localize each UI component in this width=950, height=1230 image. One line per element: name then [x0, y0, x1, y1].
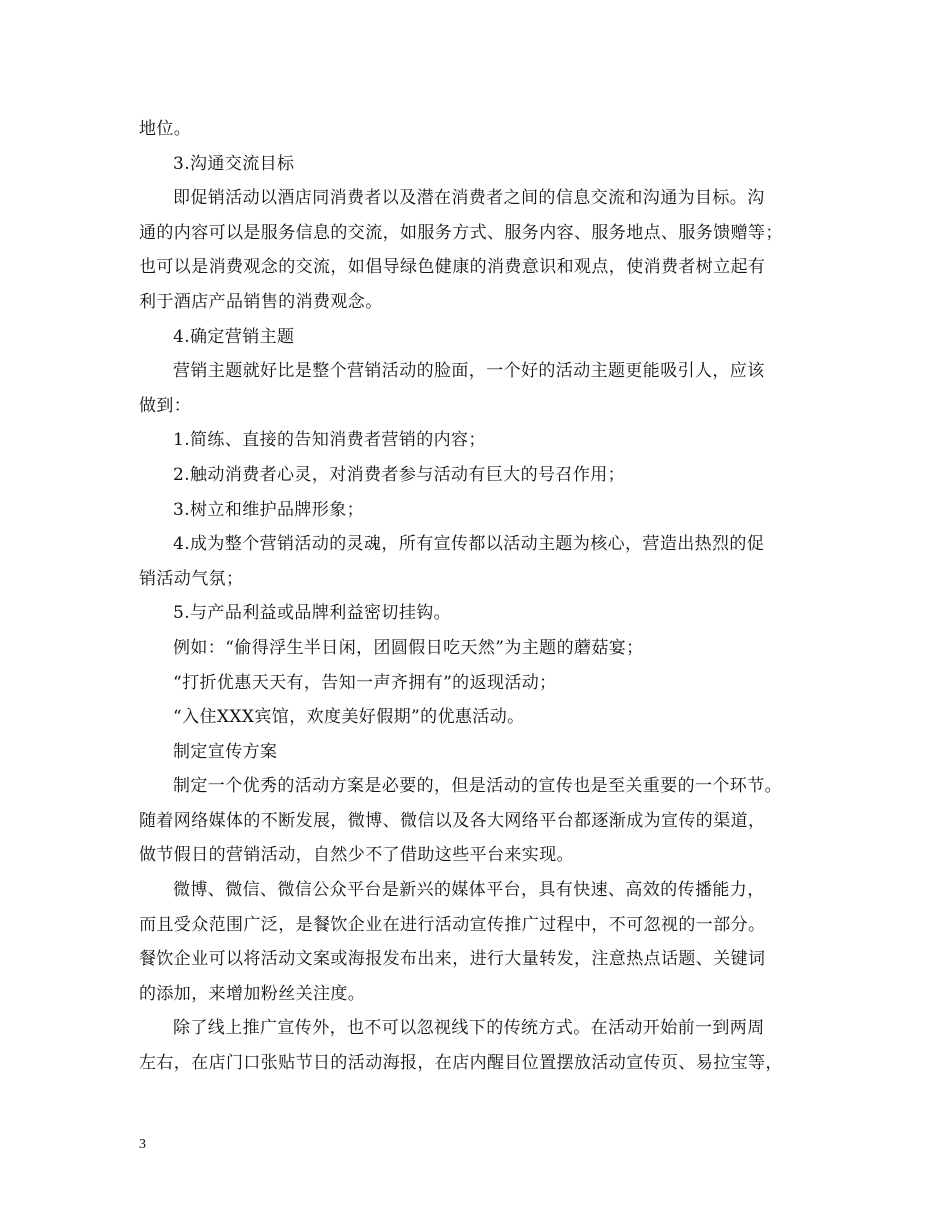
- text-line: 销活动气氛；: [139, 568, 244, 589]
- text-line: 3.树立和维护品牌形象；: [173, 499, 365, 520]
- text-line: 也可以是消费观念的交流，如倡导绿色健康的消费意识和观点，使消费者树立起有: [139, 257, 766, 278]
- text-line: 的添加，来增加粉丝关注度。: [139, 983, 366, 1004]
- page-number: 3: [139, 1137, 146, 1152]
- text-line: 4.成为整个营销活动的灵魂，所有宣传都以活动主题为核心，营造出热烈的促: [173, 534, 765, 555]
- text-line: 餐饮企业可以将活动文案或海报发布出来，进行大量转发，注意热点话题、关键词: [139, 949, 766, 970]
- text-line: 例如：“偷得浮生半日闲，团圆假日吃天然”为主题的蘑菇宴；: [173, 637, 644, 658]
- text-line: 5.与产品利益或品牌利益密切挂钩。: [173, 603, 452, 624]
- text-line: 微博、微信、微信公众平台是新兴的媒体平台，具有快速、高效的传播能力，: [173, 880, 765, 901]
- text-line: “打折优惠天天有，告知一声齐拥有”的返现活动；: [173, 672, 557, 693]
- text-line: 做到：: [139, 395, 192, 416]
- text-line: 制定宣传方案: [173, 741, 278, 762]
- text-line: “入住XXX宾馆，欢度美好假期”的优惠活动。: [173, 707, 525, 728]
- text-line: 利于酒店产品销售的消费观念。: [139, 291, 383, 312]
- text-line: 3.沟通交流目标: [173, 153, 295, 174]
- text-line: 而且受众范围广泛，是餐饮企业在进行活动宣传推广过程中，不可忽视的一部分。: [139, 914, 766, 935]
- body-text: [139, 112, 819, 1081]
- text-line: 做节假日的营销活动，自然少不了借助这些平台来实现。: [139, 845, 574, 866]
- text-line: 制定一个优秀的活动方案是必要的，但是活动的宣传也是至关重要的一个环节。: [173, 776, 782, 797]
- text-line: 营销主题就好比是整个营销活动的脸面，一个好的活动主题更能吸引人，应该: [173, 361, 765, 382]
- text-line: 2.触动消费者心灵，对消费者参与活动有巨大的号召作用；: [173, 464, 626, 485]
- text-line: 地位。: [139, 119, 192, 139]
- text-line: 除了线上推广宣传外，也不可以忽视线下的传统方式。在活动开始前一到两周: [173, 1018, 765, 1039]
- text-line: 4.确定营销主题: [173, 326, 295, 347]
- text-line: 左右，在店门口张贴节日的活动海报，在店内醒目位置摆放活动宣传页、易拉宝等，: [139, 1053, 783, 1074]
- text-line: 通的内容可以是服务信息的交流，如服务方式、服务内容、服务地点、服务馈赠等；: [139, 222, 783, 243]
- text-line: 1.简练、直接的告知消费者营销的内容；: [173, 430, 486, 451]
- text-line: 即促销活动以酒店同消费者以及潜在消费者之间的信息交流和沟通为目标。沟: [173, 188, 765, 209]
- text-line: 随着网络媒体的不断发展，微博、微信以及各大网络平台都逐渐成为宣传的渠道，: [139, 810, 766, 831]
